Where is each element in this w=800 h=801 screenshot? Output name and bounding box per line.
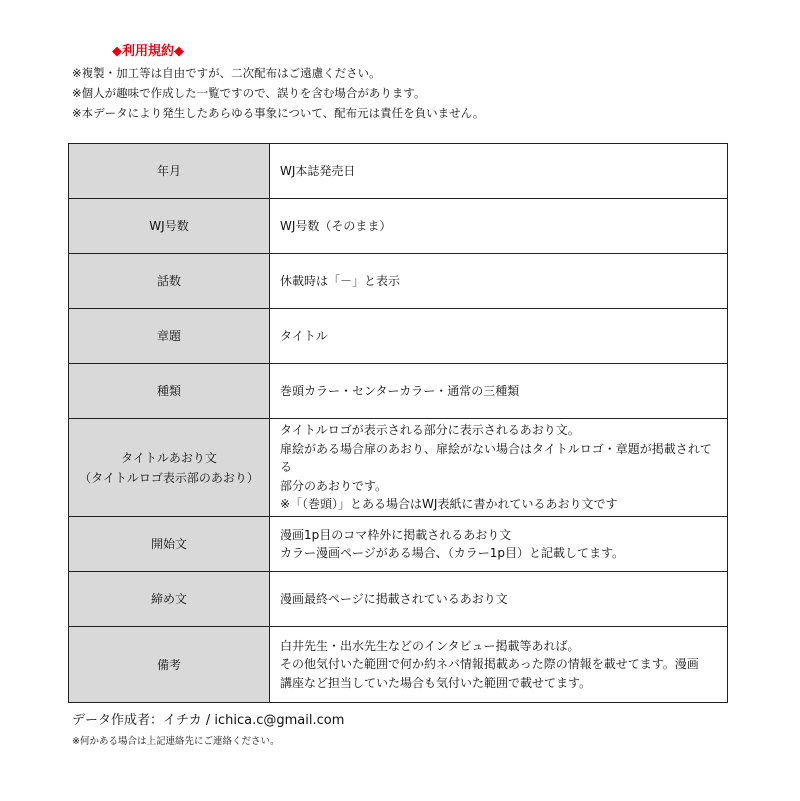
terms-note: ※複製・加工等は自由ですが、二次配布はご遠慮ください。 (72, 66, 381, 80)
field-name: 話数 (69, 254, 270, 309)
field-definition-table (68, 143, 728, 703)
field-description: タイトルロゴが表示される部分に表示されるあおり文。 扉絵がある場合扉のあおり、扉絵がない場合はタイトルロゴ・章題が掲載されてる 部分のあおりです。 ※「（巻頭）」とある場合はWJ表紙に書かれているあおり文です (270, 419, 728, 517)
terms-note: ※本データにより発生したあらゆる事象について、配布元は責任を負いません。 (72, 106, 485, 120)
table-row (69, 199, 728, 254)
table-row (69, 419, 728, 517)
field-name: 開始文 (69, 517, 270, 572)
contact-note: ※何かある場合は上記連絡先にご連絡ください。 (72, 736, 280, 747)
field-description: 休載時は「－」と表示 (270, 254, 728, 309)
field-description: 漫画1p目のコマ枠外に掲載されるあおり文 カラー漫画ページがある場合、（カラー1p目）と記載してます。 (270, 517, 728, 572)
field-name: 章題 (69, 309, 270, 364)
field-description: WJ号数（そのまま） (270, 199, 728, 254)
table-row (69, 144, 728, 199)
field-name: タイトルあおり文 （タイトルロゴ表示部のあおり） (69, 419, 270, 517)
field-description: 巻頭カラー・センターカラー・通常の三種類 (270, 364, 728, 419)
terms-note: ※個人が趣味で作成した一覧ですので、誤りを含む場合があります。 (72, 86, 426, 100)
field-description: WJ本誌発売日 (270, 144, 728, 199)
table-row (69, 517, 728, 572)
field-name: 種類 (69, 364, 270, 419)
terms-notes (72, 63, 484, 123)
field-name: 年月 (69, 144, 270, 199)
field-name: WJ号数 (69, 199, 270, 254)
field-name: 備考 (69, 627, 270, 703)
table-row (69, 254, 728, 309)
field-name: 締め文 (69, 572, 270, 627)
field-description: 漫画最終ページに掲載されているあおり文 (270, 572, 728, 627)
table-row (69, 309, 728, 364)
table-row (69, 627, 728, 703)
author-contact: データ作成者：イチカ / ichica.c@gmail.com (72, 713, 345, 728)
field-description: タイトル (270, 309, 728, 364)
field-description: 白井先生・出水先生などのインタビュー掲載等あれば。 その他気付いた範囲で何か約ネバ情報掲載あった際の情報を載せてます。漫画 講座など担当していた場合も気付いた範囲で載せてます。 (270, 627, 728, 703)
table-row (69, 364, 728, 419)
terms-title: ◆利用規約◆ (112, 44, 184, 59)
table-row (69, 572, 728, 627)
